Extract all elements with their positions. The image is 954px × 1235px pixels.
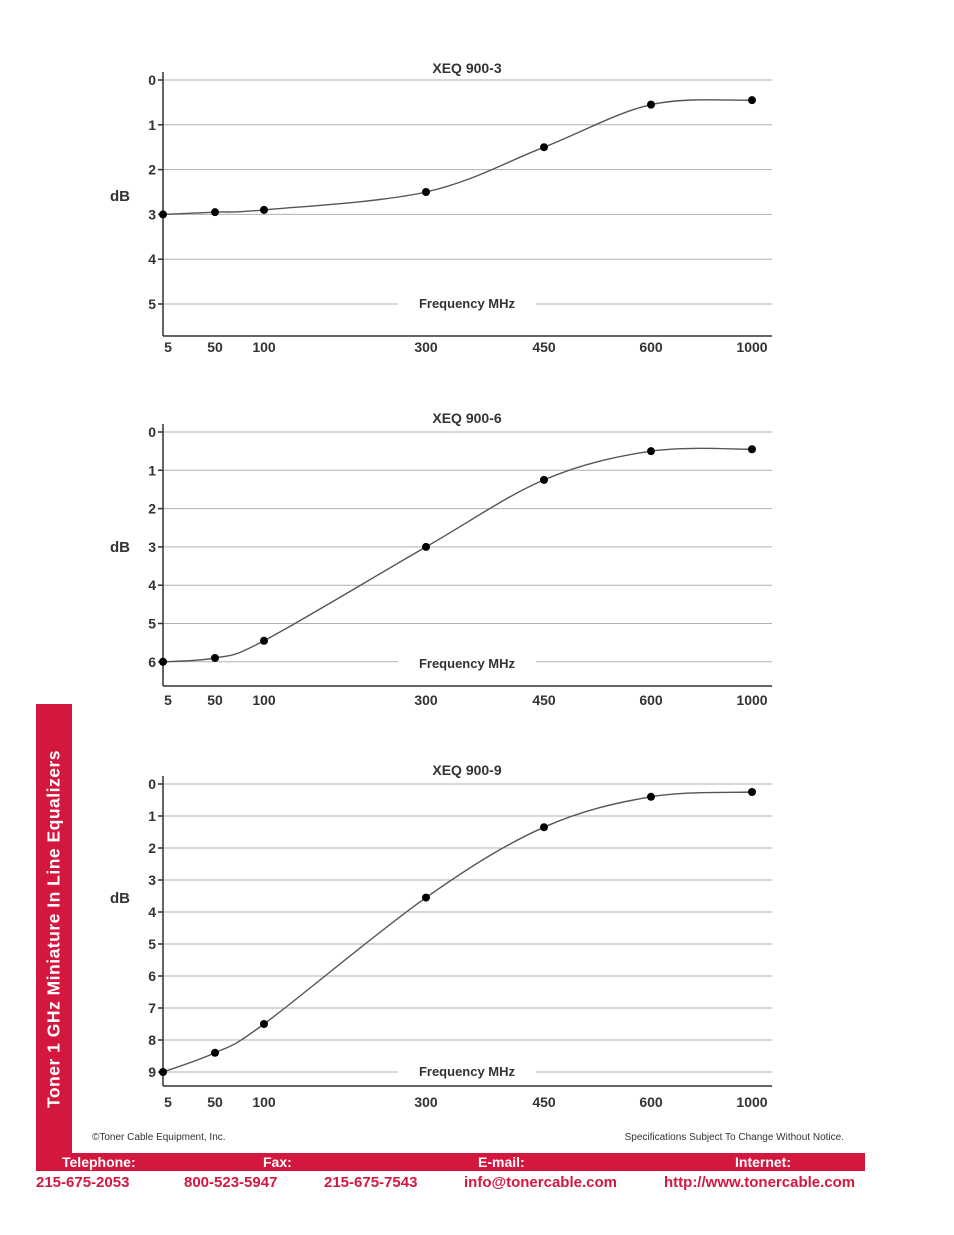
y-tick-label: 9 (148, 1064, 156, 1080)
x-axis-label: Frequency MHz (418, 1064, 516, 1079)
x-tick-label: 600 (639, 339, 663, 355)
internet-label: Internet: (735, 1154, 791, 1170)
y-tick-label: 5 (148, 296, 156, 312)
sidebar-title: Toner 1 GHz Miniature In Line Equalizers (43, 749, 64, 1109)
data-point (260, 1020, 268, 1028)
x-tick-label: 5 (164, 1094, 172, 1110)
y-tick-label: 5 (148, 936, 156, 952)
chart-xeq-900-9 (0, 755, 954, 1125)
y-tick-label: 1 (148, 808, 156, 824)
y-tick-label: 5 (148, 615, 156, 632)
specs-notice: Specifications Subject To Change Without Notice. (624, 1132, 844, 1143)
x-tick-label: 600 (639, 692, 663, 708)
y-tick-label: 6 (148, 968, 156, 984)
x-tick-label: 5 (164, 692, 172, 708)
x-axis-label: Frequency MHz (418, 296, 516, 311)
fax-number-1: 800-523-5947 (184, 1174, 278, 1191)
chart-title: XEQ 900-6 (432, 410, 502, 426)
chart-xeq-900-3 (0, 40, 954, 420)
data-point (647, 101, 655, 109)
x-tick-label: 300 (414, 692, 438, 708)
data-point (260, 206, 268, 214)
telephone-number: 215-675-2053 (36, 1174, 130, 1191)
y-tick-label: 6 (148, 653, 156, 670)
data-point (647, 793, 655, 801)
y-tick-label: 2 (148, 500, 156, 517)
x-tick-label: 1000 (736, 1094, 768, 1110)
y-tick-label: 4 (148, 251, 156, 268)
y-tick-label: 4 (148, 577, 156, 594)
website-link[interactable]: http://www.tonercable.com (664, 1174, 856, 1191)
x-tick-label: 450 (532, 339, 556, 355)
x-tick-label: 450 (532, 1094, 556, 1110)
chart-title: XEQ 900-3 (432, 60, 502, 76)
y-tick-label: 8 (148, 1032, 156, 1048)
email-label: E-mail: (478, 1154, 525, 1170)
data-point (748, 445, 756, 453)
x-tick-label: 5 (164, 339, 172, 355)
y-tick-label: 3 (148, 538, 156, 555)
x-tick-label: 100 (252, 692, 276, 708)
x-tick-label: 300 (414, 1094, 438, 1110)
data-point (159, 1068, 167, 1076)
y-tick-label: 4 (148, 904, 156, 920)
x-tick-label: 600 (639, 1094, 663, 1110)
data-point (748, 96, 756, 104)
data-point (260, 637, 268, 645)
x-tick-label: 100 (252, 1094, 276, 1110)
data-point (540, 823, 548, 831)
data-point (211, 208, 219, 216)
x-axis-label: Frequency MHz (418, 656, 516, 671)
response-curve (163, 792, 752, 1072)
x-tick-label: 1000 (736, 339, 768, 355)
response-curve (163, 100, 752, 215)
x-tick-label: 450 (532, 692, 556, 708)
data-point (540, 476, 548, 484)
y-tick-label: 7 (148, 1000, 156, 1016)
copyright-text: ©Toner Cable Equipment, Inc. (92, 1132, 226, 1143)
data-point (422, 543, 430, 551)
data-point (211, 1049, 219, 1057)
y-axis-label: dB (110, 890, 130, 907)
telephone-label: Telephone: (62, 1154, 136, 1170)
y-tick-label: 0 (148, 776, 156, 792)
y-tick-label: 3 (148, 206, 156, 223)
fax-label: Fax: (263, 1154, 292, 1170)
email-link[interactable]: info@tonercable.com (464, 1174, 617, 1191)
data-point (748, 788, 756, 796)
x-tick-label: 50 (207, 692, 223, 708)
y-tick-label: 1 (148, 116, 156, 133)
x-tick-label: 100 (252, 339, 276, 355)
x-tick-label: 50 (207, 1094, 223, 1110)
fax-number-2: 215-675-7543 (324, 1174, 418, 1191)
y-tick-label: 2 (148, 840, 156, 856)
x-tick-label: 300 (414, 339, 438, 355)
data-point (211, 654, 219, 662)
x-tick-label: 1000 (736, 692, 768, 708)
y-tick-label: 1 (148, 462, 156, 479)
chart-title: XEQ 900-9 (432, 762, 502, 778)
data-point (422, 188, 430, 196)
y-axis-label: dB (110, 539, 130, 556)
y-tick-label: 3 (148, 872, 156, 888)
y-tick-label: 2 (148, 161, 156, 178)
chart-xeq-900-6 (0, 400, 954, 730)
data-point (159, 210, 167, 218)
response-curve (163, 448, 752, 661)
y-tick-label: 0 (148, 72, 156, 88)
data-point (647, 447, 655, 455)
x-tick-label: 50 (207, 339, 223, 355)
data-point (159, 658, 167, 666)
data-point (422, 894, 430, 902)
y-axis-label: dB (110, 188, 130, 205)
data-point (540, 143, 548, 151)
y-tick-label: 0 (148, 424, 156, 440)
